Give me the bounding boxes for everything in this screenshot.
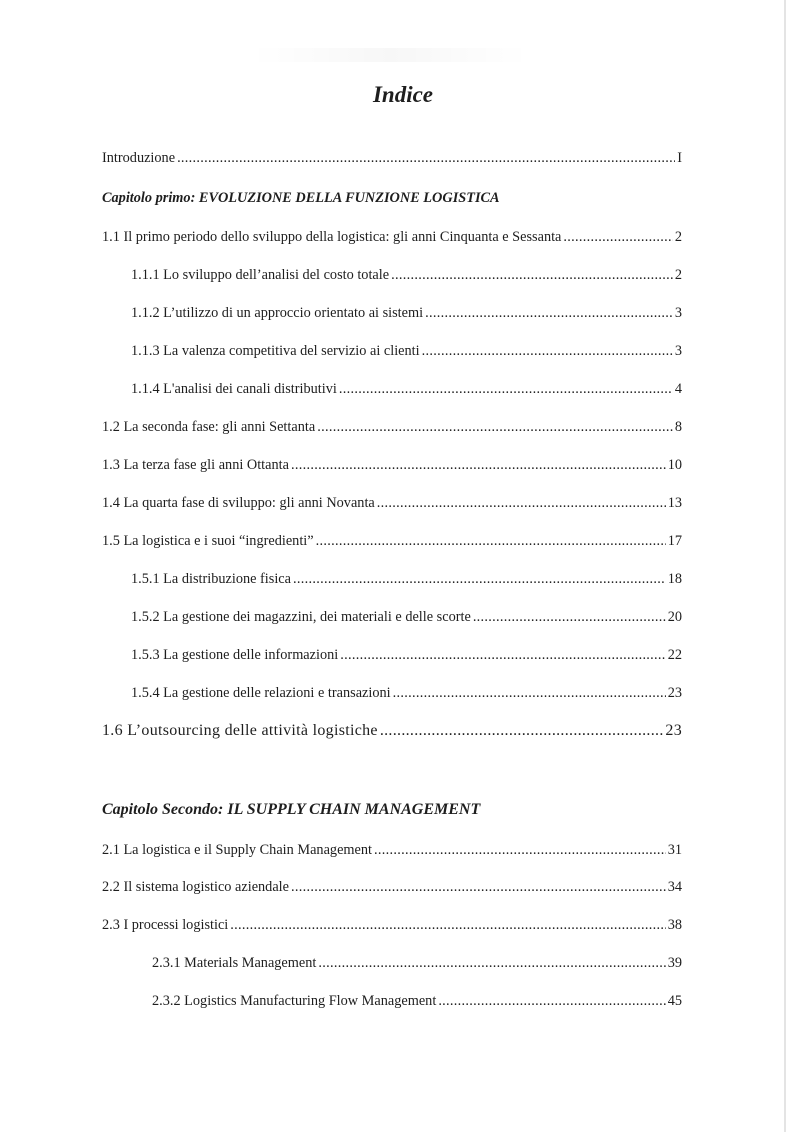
toc-page: 17 <box>667 533 682 549</box>
toc-entry-introduzione <box>102 150 682 167</box>
toc-entry <box>131 571 682 588</box>
toc-label: 1.4 La quarta fase di sviluppo: gli anni Novanta <box>102 495 375 511</box>
toc-label: 1.2 La seconda fase: gli anni Settanta <box>102 419 316 435</box>
toc-page: 4 <box>674 381 682 397</box>
dot-leader <box>291 457 666 474</box>
chapter-2-heading: Capitolo Secondo: IL SUPPLY CHAIN MANAGEMENT <box>102 801 481 818</box>
toc-entry <box>102 495 682 512</box>
toc-label: 1.5.4 La gestione delle relazioni e transazioni <box>131 685 391 701</box>
dot-leader <box>393 685 666 702</box>
toc-page: 10 <box>667 457 682 473</box>
toc-page: 23 <box>667 685 682 701</box>
toc-page: 8 <box>674 419 682 435</box>
toc-page: 3 <box>674 343 682 359</box>
dot-leader <box>425 305 673 322</box>
toc-page: 31 <box>667 842 682 858</box>
toc-label: 1.6 L’outsourcing delle attività logistiche <box>102 722 378 739</box>
toc-page: I <box>677 150 682 166</box>
toc-page: 20 <box>667 609 682 625</box>
toc-label: 2.3.2 Logistics Manufacturing Flow Management <box>152 993 437 1009</box>
dot-leader <box>339 381 673 398</box>
toc-entry <box>102 879 682 896</box>
toc-page: 13 <box>667 495 682 511</box>
toc-entry <box>102 229 682 246</box>
dot-leader <box>317 419 673 436</box>
toc-label: 1.1 Il primo periodo dello sviluppo della logistica: gli anni Cinquanta e Sessanta <box>102 229 562 245</box>
toc-label: Introduzione <box>102 150 176 166</box>
scan-edge <box>784 0 786 1132</box>
dot-leader <box>391 267 673 284</box>
toc-entry <box>131 381 682 398</box>
toc-entry <box>102 842 682 859</box>
scan-artifact <box>250 48 530 62</box>
toc-label: 1.5.1 La distribuzione fisica <box>131 571 292 587</box>
toc-entry <box>152 955 682 972</box>
dot-leader <box>380 722 664 740</box>
toc-entry <box>102 457 682 474</box>
toc-entry <box>131 685 682 702</box>
toc-page: 2 <box>674 267 682 283</box>
toc-label: 2.3 I processi logistici <box>102 917 229 933</box>
toc-entry <box>131 609 682 626</box>
toc-label: 1.1.2 L’utilizzo di un approccio orientato ai sistemi <box>131 305 424 321</box>
toc-page: 39 <box>667 955 682 971</box>
toc-page: 22 <box>667 647 682 663</box>
dot-leader <box>293 571 666 588</box>
toc-page: 2 <box>674 229 682 245</box>
toc-label: 2.2 Il sistema logistico aziendale <box>102 879 289 895</box>
dot-leader <box>340 647 665 664</box>
dot-leader <box>563 229 672 246</box>
dot-leader <box>318 955 665 972</box>
toc-entry <box>152 993 682 1010</box>
dot-leader <box>473 609 666 626</box>
toc-page: 38 <box>667 917 682 933</box>
toc-label: 2.3.1 Materials Management <box>152 955 317 971</box>
dot-leader <box>291 879 666 896</box>
toc-label: 2.1 La logistica e il Supply Chain Management <box>102 842 373 858</box>
dot-leader <box>422 343 673 360</box>
toc-entry <box>131 647 682 664</box>
toc-page: 18 <box>667 571 682 587</box>
toc-page: 45 <box>667 993 682 1009</box>
dot-leader <box>230 917 665 934</box>
toc-entry <box>102 722 682 740</box>
toc-entry <box>102 533 682 550</box>
toc-label: 1.1.3 La valenza competitiva del servizio ai clienti <box>131 343 420 359</box>
toc-entry <box>102 419 682 436</box>
toc-label: 1.3 La terza fase gli anni Ottanta <box>102 457 289 473</box>
toc-entry <box>131 343 682 360</box>
dot-leader <box>377 495 666 512</box>
dot-leader <box>177 150 675 167</box>
toc-label: 1.5.3 La gestione delle informazioni <box>131 647 339 663</box>
toc-page: 23 <box>665 722 682 739</box>
toc-entry <box>131 267 682 284</box>
dot-leader <box>374 842 666 859</box>
toc-page: 34 <box>667 879 682 895</box>
dot-leader <box>316 533 666 550</box>
toc-label: 1.1.1 Lo sviluppo dell’analisi del costo totale <box>131 267 390 283</box>
toc-label: 1.1.4 L'analisi dei canali distributivi <box>131 381 337 397</box>
page-title: Indice <box>372 82 434 107</box>
toc-label: 1.5.2 La gestione dei magazzini, dei materiali e delle scorte <box>131 609 471 625</box>
toc-label: 1.5 La logistica e i suoi “ingredienti” <box>102 533 314 549</box>
toc-entry <box>102 917 682 934</box>
chapter-1-heading: Capitolo primo: EVOLUZIONE DELLA FUNZIONE LOGISTICA <box>102 190 500 206</box>
toc-page: 3 <box>674 305 682 321</box>
toc-entry <box>131 305 682 322</box>
dot-leader <box>438 993 665 1010</box>
